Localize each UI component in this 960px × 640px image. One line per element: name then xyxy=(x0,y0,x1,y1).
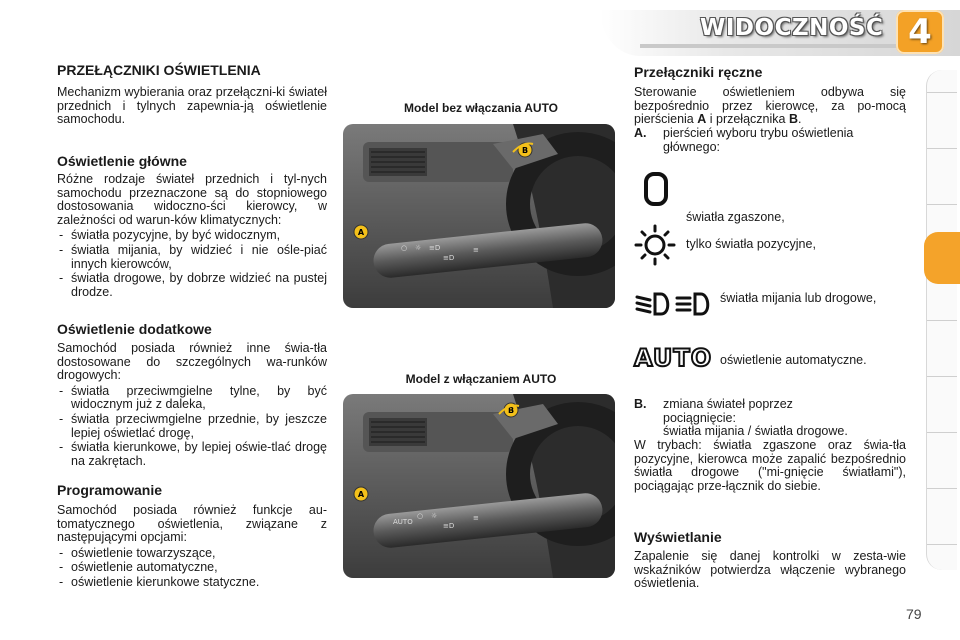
svg-text:≡D: ≡D xyxy=(443,254,455,262)
item-b xyxy=(634,398,906,439)
tab-divider xyxy=(927,432,957,433)
tab-divider xyxy=(927,92,957,93)
tab-divider xyxy=(927,320,957,321)
label-b: B xyxy=(521,146,529,155)
heading-extra-lighting: Oświetlenie dodatkowe xyxy=(57,321,212,337)
item-b-text: zmiana świateł poprzez pociągnięcie: xyxy=(663,397,793,425)
section-title: PRZEŁĄCZNIKI OŚWIETLENIA xyxy=(57,62,261,78)
list-item: - oświetlenie automatyczne, xyxy=(57,561,327,575)
image-caption-no-auto: Model bez włączania AUTO xyxy=(403,101,559,115)
intro-part: i przełącznika xyxy=(706,112,789,127)
item-a-text: pierścień wyboru trybu oświetlenia głównego: xyxy=(663,126,854,154)
lights-off-icon xyxy=(642,171,670,207)
svg-text:☼: ☼ xyxy=(415,244,422,252)
tab-divider xyxy=(927,488,957,489)
chapter-number: 4 xyxy=(896,10,944,54)
list-item: - światła przeciwmgielne przednie, by jeszcze lepiej oświetlać drogę, xyxy=(57,413,327,440)
label-a: A xyxy=(357,490,365,499)
intro-label-b: B xyxy=(788,112,798,127)
beam-lights-text: światła mijania lub drogowe, xyxy=(720,291,877,305)
manual-intro-text xyxy=(634,86,906,127)
display-section xyxy=(634,550,906,591)
programming-section xyxy=(57,504,327,591)
page-number: 79 xyxy=(906,606,922,622)
beam-lights-icon xyxy=(633,289,713,319)
svg-text:≡: ≡ xyxy=(473,246,479,254)
stalk-photo-auto xyxy=(343,394,615,578)
svg-text:☼: ☼ xyxy=(431,512,438,520)
main-lighting-text: Różne rodzaje świateł przednich i tyl-nych samochodu przeznaczone są do stopniowego dostosowania widoczno-ści kierowcy, w zależności od warun-ków klimatycznych: xyxy=(57,172,327,227)
tab-divider xyxy=(927,544,957,545)
manual-intro xyxy=(634,86,906,127)
stalk-illustration xyxy=(343,124,615,308)
item-a xyxy=(634,127,906,154)
heading-display: Wyświetlanie xyxy=(634,529,722,545)
auto-lights-text: oświetlenie automatyczne. xyxy=(720,353,867,367)
image-caption-auto: Model z włączaniem AUTO xyxy=(405,372,557,386)
label-b: B xyxy=(507,406,515,415)
flash-paragraph xyxy=(634,439,906,493)
main-lighting-section xyxy=(57,173,327,300)
programming-text: Samochód posiada również funkcje au-tomatycznego oświetlenia, związane z następującymi opcjami: xyxy=(57,503,327,545)
svg-text:≡: ≡ xyxy=(473,514,479,522)
list-item: - światła drogowe, by dobrze widzieć na pustej drodze. xyxy=(57,272,327,299)
intro-paragraph xyxy=(57,86,327,127)
svg-text:○: ○ xyxy=(401,244,408,252)
item-b-text-2: światła mijania / światła drogowe. xyxy=(663,424,848,439)
tab-divider xyxy=(927,148,957,149)
label-a: A xyxy=(357,228,365,237)
item-b-label: B. xyxy=(634,397,647,411)
intro-text: Mechanizm wybierania oraz przełączni-ki świateł przednich i tylnych zapewnia-ją oświetlenie samochodu. xyxy=(57,85,327,127)
extra-lighting-list xyxy=(57,385,327,469)
svg-text:≡D: ≡D xyxy=(429,244,441,252)
list-item: - światła kierunkowe, by lepiej oświe-tlać drogę na zakrętach. xyxy=(57,441,327,468)
chapter-title: WIDOCZNOŚĆ xyxy=(700,15,884,41)
list-item: - światła przeciwmgielne tylne, by być widocznym już z daleka, xyxy=(57,385,327,412)
parking-lights-text: tylko światła pozycyjne, xyxy=(686,237,816,251)
programming-list xyxy=(57,547,327,590)
heading-manual-switches: Przełączniki ręczne xyxy=(634,64,763,80)
tab-divider xyxy=(927,376,957,377)
intro-label-a: A xyxy=(697,112,707,127)
extra-lighting-text: Samochód posiada również inne świa-tła dostosowane do szczególnych wa-runków drogowych: xyxy=(57,341,327,383)
list-item: - światła pozycyjne, by być widocznym, xyxy=(57,229,327,243)
display-text: Zapalenie się danej kontrolki w zesta-wie wskaźników potwierdza włączenie wybranego oświetlenia. xyxy=(634,549,906,591)
stalk-illustration xyxy=(343,394,615,578)
extra-lighting-section xyxy=(57,342,327,469)
item-a-label: A. xyxy=(634,126,647,140)
tab-divider xyxy=(927,204,957,205)
svg-text:○: ○ xyxy=(417,512,424,520)
list-item: - światła mijania, by widzieć i nie ośle-piać innych kierowców, xyxy=(57,244,327,271)
heading-programming: Programowanie xyxy=(57,482,163,498)
intro-part: Sterowanie oświetleniem odbywa się bezpośrednio przez kierowcę, za po-mocą pierścienia xyxy=(634,85,906,127)
parking-lights-icon xyxy=(632,224,678,266)
svg-text:≡D: ≡D xyxy=(443,522,455,530)
lights-off-text: światła zgaszone, xyxy=(686,210,785,224)
heading-main-lighting: Oświetlenie główne xyxy=(57,153,187,169)
flash-text: W trybach: światła zgaszone oraz świa-tła pozycyjne, kierowca może zapalić bezpośrednio światła drogowe ("mi-gnięcie światłami"), pociągając prze-łącznik do siebie. xyxy=(634,438,906,493)
list-item: - oświetlenie kierunkowe statyczne. xyxy=(57,576,327,590)
chapter-tab-active[interactable] xyxy=(924,232,960,284)
auto-lights-icon: AUTO xyxy=(634,344,713,372)
intro-part: . xyxy=(797,112,802,127)
stalk-auto-mark: AUTO xyxy=(393,518,413,526)
chapter-tabs xyxy=(926,70,957,570)
list-item: - oświetlenie towarzyszące, xyxy=(57,547,327,561)
stalk-photo-no-auto xyxy=(343,124,615,308)
main-lighting-list xyxy=(57,229,327,299)
